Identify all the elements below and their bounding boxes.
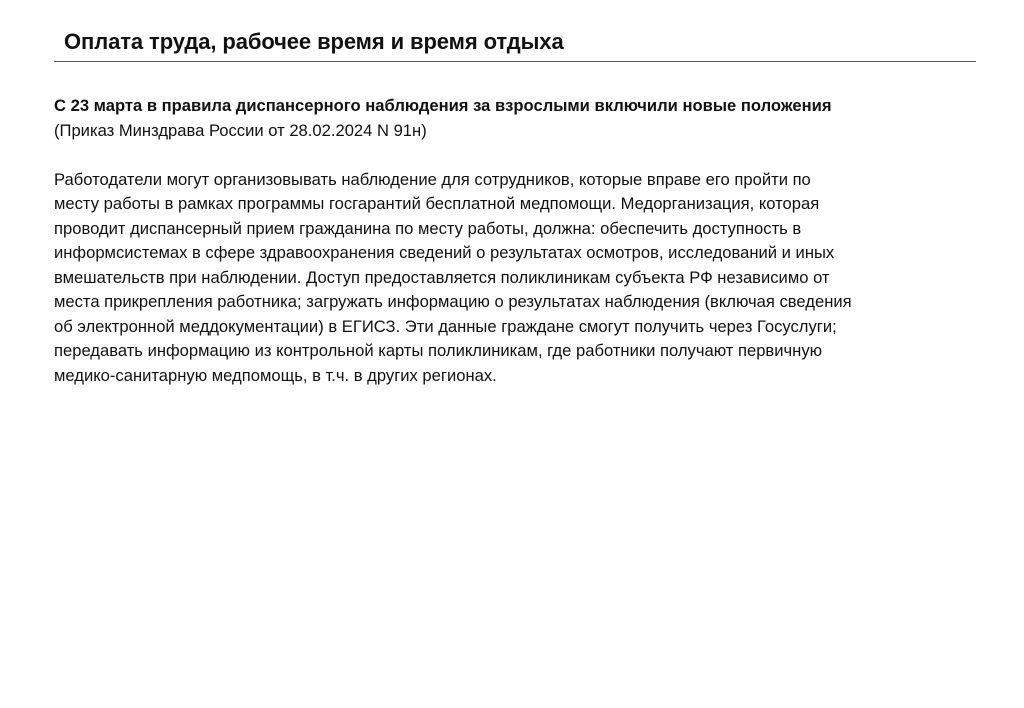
article-body: [54, 168, 982, 389]
body-line: информсистемах в сфере здравоохранения сведений о результатах осмотров, исследований и иных: [54, 243, 835, 262]
body-line: Работодатели могут организовывать наблюдение для сотрудников, которые вправе его пройти по: [54, 169, 811, 189]
news-article: [54, 94, 982, 388]
article-source: (Приказ Минздрава России от 28.02.2024 N 91н): [54, 120, 427, 140]
body-line: медико-санитарную медпомощь, в т.ч. в других регионах.: [54, 365, 497, 385]
title-divider: [54, 61, 976, 62]
body-line: места прикрепления работника; загружать информацию о результатах наблюдения (включая сведения: [54, 292, 852, 311]
article-headline: С 23 марта в правила диспансерного наблюдения за взрослыми включили новые положения: [54, 96, 832, 115]
body-line: вмешательств при наблюдении. Доступ предоставляется поликлиникам субъекта РФ независимо от: [54, 267, 830, 287]
body-line: проводит диспансерный прием гражданина по месту работы, должна: обеспечить доступность в: [54, 218, 802, 238]
body-line: об электронной меддокументации) в ЕГИСЗ. Эти данные граждане смогут получить через Госуслуги;: [54, 316, 837, 336]
section-title: Оплата труда, рабочее время и время отдыха: [64, 29, 564, 54]
body-line: месту работы в рамках программы госгарантий бесплатной медпомощи. Медорганизация, которая: [54, 194, 820, 213]
body-line: передавать информацию из контрольной карты поликлиникам, где работники получают первичную: [54, 341, 823, 360]
